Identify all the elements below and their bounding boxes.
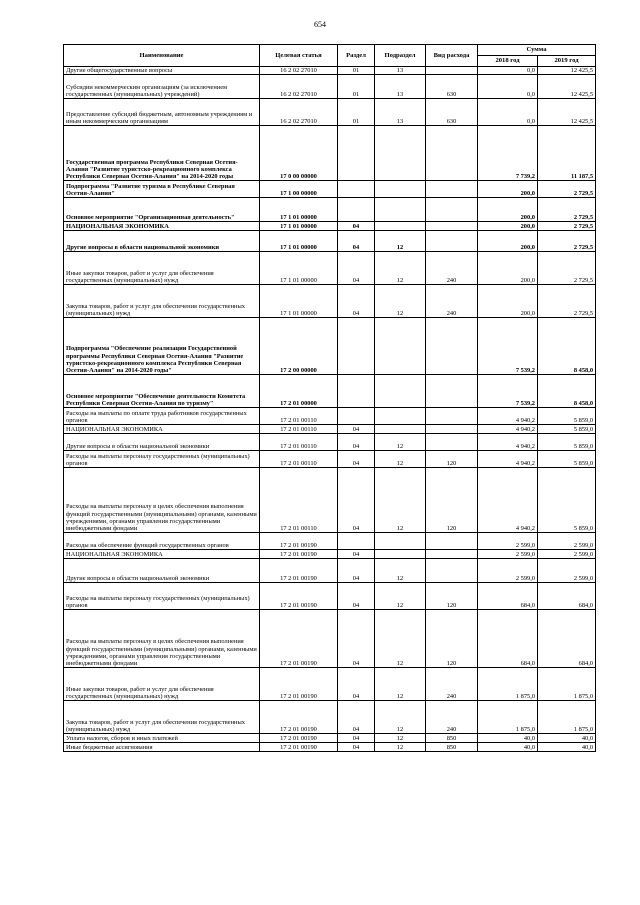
row-target: 16 2 02 27010 [260, 75, 338, 99]
row-sum-2018: 0,0 [478, 99, 538, 126]
row-target: 16 2 02 27010 [260, 67, 338, 75]
row-name: Расходы на выплаты персоналу государственных (муниципальных) органов [64, 583, 260, 610]
table-row [64, 743, 596, 752]
budget-table [63, 44, 596, 752]
row-sum-2019: 2 599,0 [538, 550, 596, 559]
row-subsection: 12 [375, 451, 426, 468]
row-sum-2018: 7 739,2 [478, 126, 538, 181]
row-name: Подпрограмма "Обеспечение реализации Государственной программы Республики Северная Осетия-Алания "Развитие туристско-рекреационного комплекса Республики Северная Осетия-Алания" на 2014-2020 годы" [64, 318, 260, 375]
page-number: 654 [314, 20, 326, 29]
table-body [64, 67, 596, 752]
row-expense-type: 630 [426, 75, 478, 99]
row-sum-2018: 2 599,0 [478, 533, 538, 550]
row-subsection: 12 [375, 701, 426, 734]
row-sum-2019: 1 875,0 [538, 668, 596, 701]
row-target: 17 0 00 00000 [260, 126, 338, 181]
row-target: 17 2 01 00190 [260, 583, 338, 610]
row-sum-2018: 0,0 [478, 75, 538, 99]
row-name: Основное мероприятие "Организационная деятельность" [64, 198, 260, 222]
row-target: 17 2 00 00000 [260, 318, 338, 375]
row-subsection: 12 [375, 434, 426, 451]
row-subsection [375, 425, 426, 434]
header-subsection: Подраздел [375, 45, 426, 67]
row-subsection: 12 [375, 231, 426, 252]
row-sum-2019: 2 729,5 [538, 252, 596, 285]
row-name: Расходы на обеспечение функций государственных органов [64, 533, 260, 550]
table-header [64, 45, 596, 67]
row-expense-type [426, 222, 478, 231]
row-name: Другие вопросы в области национальной экономики [64, 434, 260, 451]
row-subsection: 12 [375, 610, 426, 668]
table-row [64, 559, 596, 583]
header-target: Целевая статья [260, 45, 338, 67]
row-expense-type [426, 198, 478, 222]
row-sum-2018: 7 539,2 [478, 375, 538, 408]
table-row [64, 252, 596, 285]
row-name: Субсидии некоммерческим организациям (за исключением государственных (муниципальных) учреждений) [64, 75, 260, 99]
row-subsection: 12 [375, 468, 426, 533]
row-target: 17 1 00 00000 [260, 181, 338, 198]
row-expense-type [426, 434, 478, 451]
row-name: Закупка товаров, работ и услуг для обеспечения государственных (муниципальных) нужд [64, 285, 260, 318]
row-sum-2018: 200,0 [478, 252, 538, 285]
row-name: Расходы на выплаты персоналу в целях обеспечения выполнения функций государственными (муниципальными) органами, казенными учреждениями, органами управления государственными внебюджетными фондами [64, 610, 260, 668]
row-sum-2018: 2 599,0 [478, 550, 538, 559]
row-sum-2018: 4 940,2 [478, 468, 538, 533]
table-row [64, 285, 596, 318]
row-section: 04 [338, 434, 375, 451]
row-target: 17 2 01 00110 [260, 434, 338, 451]
row-name: Иные закупки товаров, работ и услуг для обеспечения государственных (муниципальных) нужд [64, 668, 260, 701]
table-row [64, 318, 596, 375]
row-sum-2019: 12 425,5 [538, 75, 596, 99]
row-section: 04 [338, 610, 375, 668]
row-expense-type [426, 375, 478, 408]
row-section [338, 181, 375, 198]
row-sum-2018: 200,0 [478, 231, 538, 252]
row-section: 04 [338, 468, 375, 533]
row-expense-type: 240 [426, 252, 478, 285]
row-expense-type: 240 [426, 668, 478, 701]
row-section: 04 [338, 252, 375, 285]
row-sum-2018: 4 940,2 [478, 425, 538, 434]
row-name: Другие общегосударственные вопросы [64, 67, 260, 75]
row-subsection [375, 198, 426, 222]
table-row [64, 451, 596, 468]
row-section: 04 [338, 285, 375, 318]
row-expense-type [426, 318, 478, 375]
row-subsection: 13 [375, 67, 426, 75]
row-target: 17 1 01 00000 [260, 198, 338, 222]
table-row [64, 425, 596, 434]
row-subsection [375, 533, 426, 550]
row-target: 17 1 01 00000 [260, 285, 338, 318]
table-row [64, 67, 596, 75]
row-expense-type: 120 [426, 451, 478, 468]
table-row [64, 375, 596, 408]
table-row [64, 99, 596, 126]
row-expense-type: 630 [426, 99, 478, 126]
row-subsection: 12 [375, 285, 426, 318]
row-sum-2019: 8 458,0 [538, 318, 596, 375]
row-expense-type [426, 408, 478, 425]
row-section: 04 [338, 222, 375, 231]
row-section: 04 [338, 425, 375, 434]
row-name: Подпрограмма "Развитие туризма в Республике Северная Осетия-Алания" [64, 181, 260, 198]
row-sum-2019: 12 425,5 [538, 67, 596, 75]
row-subsection: 13 [375, 99, 426, 126]
header-sum: Сумма [478, 45, 596, 56]
row-section: 01 [338, 67, 375, 75]
row-sum-2018: 684,0 [478, 583, 538, 610]
row-section: 04 [338, 734, 375, 743]
row-sum-2018: 1 875,0 [478, 668, 538, 701]
header-section: Раздел [338, 45, 375, 67]
row-target: 17 2 01 00190 [260, 559, 338, 583]
row-section: 04 [338, 583, 375, 610]
row-name: Государственная программа Республики Северная Осетия-Алания "Развитие туристско-рекреационного комплекса Республики Северная Осетия-Алания" на 2014-2020 годы [64, 126, 260, 181]
row-sum-2018: 684,0 [478, 610, 538, 668]
row-expense-type: 240 [426, 701, 478, 734]
row-name: Другие вопросы в области национальной экономики [64, 559, 260, 583]
row-sum-2019: 5 859,0 [538, 425, 596, 434]
row-expense-type: 850 [426, 743, 478, 752]
row-section [338, 375, 375, 408]
row-subsection: 12 [375, 252, 426, 285]
row-expense-type [426, 126, 478, 181]
row-sum-2019: 2 599,0 [538, 533, 596, 550]
table-row [64, 610, 596, 668]
row-sum-2018: 200,0 [478, 198, 538, 222]
row-sum-2018: 4 940,2 [478, 451, 538, 468]
row-sum-2018: 40,0 [478, 734, 538, 743]
row-sum-2019: 40,0 [538, 743, 596, 752]
row-name: Расходы на выплаты персоналу в целях обеспечения выполнения функций государственными (муниципальными) органами, казенными учреждениями, органами управления государственными внебюджетными фондами [64, 468, 260, 533]
table-row [64, 198, 596, 222]
table-row [64, 126, 596, 181]
table-row [64, 550, 596, 559]
row-section [338, 408, 375, 425]
row-sum-2018: 200,0 [478, 285, 538, 318]
row-subsection [375, 318, 426, 375]
row-sum-2019: 684,0 [538, 583, 596, 610]
row-section [338, 126, 375, 181]
row-sum-2019: 2 729,5 [538, 285, 596, 318]
table-row [64, 408, 596, 425]
row-expense-type: 120 [426, 468, 478, 533]
row-sum-2018: 7 539,2 [478, 318, 538, 375]
row-sum-2019: 2 729,5 [538, 198, 596, 222]
row-sum-2019: 684,0 [538, 610, 596, 668]
row-name: Предоставление субсидий бюджетным, автономным учреждениям и иным некоммерческим организациям [64, 99, 260, 126]
row-subsection: 12 [375, 559, 426, 583]
row-target: 17 2 01 00000 [260, 375, 338, 408]
row-name: НАЦИОНАЛЬНАЯ ЭКОНОМИКА [64, 425, 260, 434]
row-subsection [375, 375, 426, 408]
row-subsection [375, 550, 426, 559]
table-row [64, 468, 596, 533]
row-sum-2018: 0,0 [478, 67, 538, 75]
header-name: Наименование [64, 45, 260, 67]
row-sum-2018: 200,0 [478, 181, 538, 198]
row-expense-type [426, 231, 478, 252]
table-row [64, 75, 596, 99]
row-name: НАЦИОНАЛЬНАЯ ЭКОНОМИКА [64, 550, 260, 559]
table-row [64, 231, 596, 252]
row-sum-2018: 4 940,2 [478, 434, 538, 451]
row-expense-type [426, 425, 478, 434]
row-target: 17 2 01 00190 [260, 610, 338, 668]
row-subsection [375, 222, 426, 231]
row-expense-type: 240 [426, 285, 478, 318]
row-section: 04 [338, 701, 375, 734]
table-row [64, 533, 596, 550]
row-expense-type: 120 [426, 610, 478, 668]
row-subsection [375, 126, 426, 181]
row-section: 04 [338, 559, 375, 583]
row-expense-type [426, 181, 478, 198]
row-target: 17 2 01 00110 [260, 408, 338, 425]
row-name: НАЦИОНАЛЬНАЯ ЭКОНОМИКА [64, 222, 260, 231]
row-subsection: 12 [375, 668, 426, 701]
row-expense-type: 850 [426, 734, 478, 743]
row-section: 04 [338, 668, 375, 701]
header-2019: 2019 год [538, 56, 596, 67]
row-expense-type [426, 67, 478, 75]
row-section [338, 318, 375, 375]
header-expense-type: Вид расхода [426, 45, 478, 67]
row-expense-type [426, 550, 478, 559]
table-row [64, 701, 596, 734]
row-target: 17 2 01 00190 [260, 743, 338, 752]
row-subsection [375, 181, 426, 198]
row-sum-2019: 12 425,5 [538, 99, 596, 126]
row-target: 17 2 01 00190 [260, 533, 338, 550]
row-sum-2019: 5 859,0 [538, 408, 596, 425]
row-subsection: 12 [375, 734, 426, 743]
row-name: Иные бюджетные ассигнования [64, 743, 260, 752]
row-target: 17 2 01 00190 [260, 734, 338, 743]
row-target: 17 2 01 00110 [260, 425, 338, 434]
row-section: 04 [338, 550, 375, 559]
row-sum-2018: 40,0 [478, 743, 538, 752]
row-section: 04 [338, 451, 375, 468]
row-target: 17 2 01 00110 [260, 468, 338, 533]
row-expense-type [426, 533, 478, 550]
row-target: 16 2 02 27010 [260, 99, 338, 126]
table-row [64, 668, 596, 701]
row-name: Расходы на выплаты по оплате труда работников государственных органов [64, 408, 260, 425]
table-row [64, 434, 596, 451]
row-subsection: 13 [375, 75, 426, 99]
row-target: 17 2 01 00110 [260, 451, 338, 468]
row-target: 17 1 01 00000 [260, 222, 338, 231]
row-section: 01 [338, 75, 375, 99]
row-sum-2019: 5 859,0 [538, 434, 596, 451]
row-sum-2019: 2 729,5 [538, 231, 596, 252]
header-2018: 2018 год [478, 56, 538, 67]
row-name: Иные закупки товаров, работ и услуг для обеспечения государственных (муниципальных) нужд [64, 252, 260, 285]
row-target: 17 2 01 00190 [260, 668, 338, 701]
table-row [64, 222, 596, 231]
row-section: 04 [338, 231, 375, 252]
row-sum-2018: 2 599,0 [478, 559, 538, 583]
row-sum-2019: 2 729,5 [538, 181, 596, 198]
row-subsection [375, 408, 426, 425]
row-target: 17 2 01 00190 [260, 550, 338, 559]
row-sum-2018: 200,0 [478, 222, 538, 231]
row-subsection: 12 [375, 583, 426, 610]
row-sum-2019: 2 599,0 [538, 559, 596, 583]
row-sum-2019: 5 859,0 [538, 451, 596, 468]
row-sum-2019: 1 875,0 [538, 701, 596, 734]
row-target: 17 1 01 00000 [260, 252, 338, 285]
row-sum-2018: 4 940,2 [478, 408, 538, 425]
row-section [338, 198, 375, 222]
row-name: Закупка товаров, работ и услуг для обеспечения государственных (муниципальных) нужд [64, 701, 260, 734]
row-subsection: 12 [375, 743, 426, 752]
row-section: 01 [338, 99, 375, 126]
row-sum-2019: 5 859,0 [538, 468, 596, 533]
row-name: Расходы на выплаты персоналу государственных (муниципальных) органов [64, 451, 260, 468]
row-section [338, 533, 375, 550]
row-expense-type: 120 [426, 583, 478, 610]
row-target: 17 2 01 00190 [260, 701, 338, 734]
table-row [64, 181, 596, 198]
row-sum-2019: 8 458,0 [538, 375, 596, 408]
row-name: Уплата налогов, сборов и иных платежей [64, 734, 260, 743]
row-section: 04 [338, 743, 375, 752]
table-row [64, 583, 596, 610]
row-name: Основное мероприятие "Обеспечение деятельности Комитета Республики Северная Осетия-Алания по туризму" [64, 375, 260, 408]
row-sum-2018: 1 875,0 [478, 701, 538, 734]
row-sum-2019: 2 729,5 [538, 222, 596, 231]
row-sum-2019: 40,0 [538, 734, 596, 743]
row-target: 17 1 01 00000 [260, 231, 338, 252]
table-row [64, 734, 596, 743]
row-sum-2019: 11 187,5 [538, 126, 596, 181]
row-expense-type [426, 559, 478, 583]
row-name: Другие вопросы в области национальной экономики [64, 231, 260, 252]
